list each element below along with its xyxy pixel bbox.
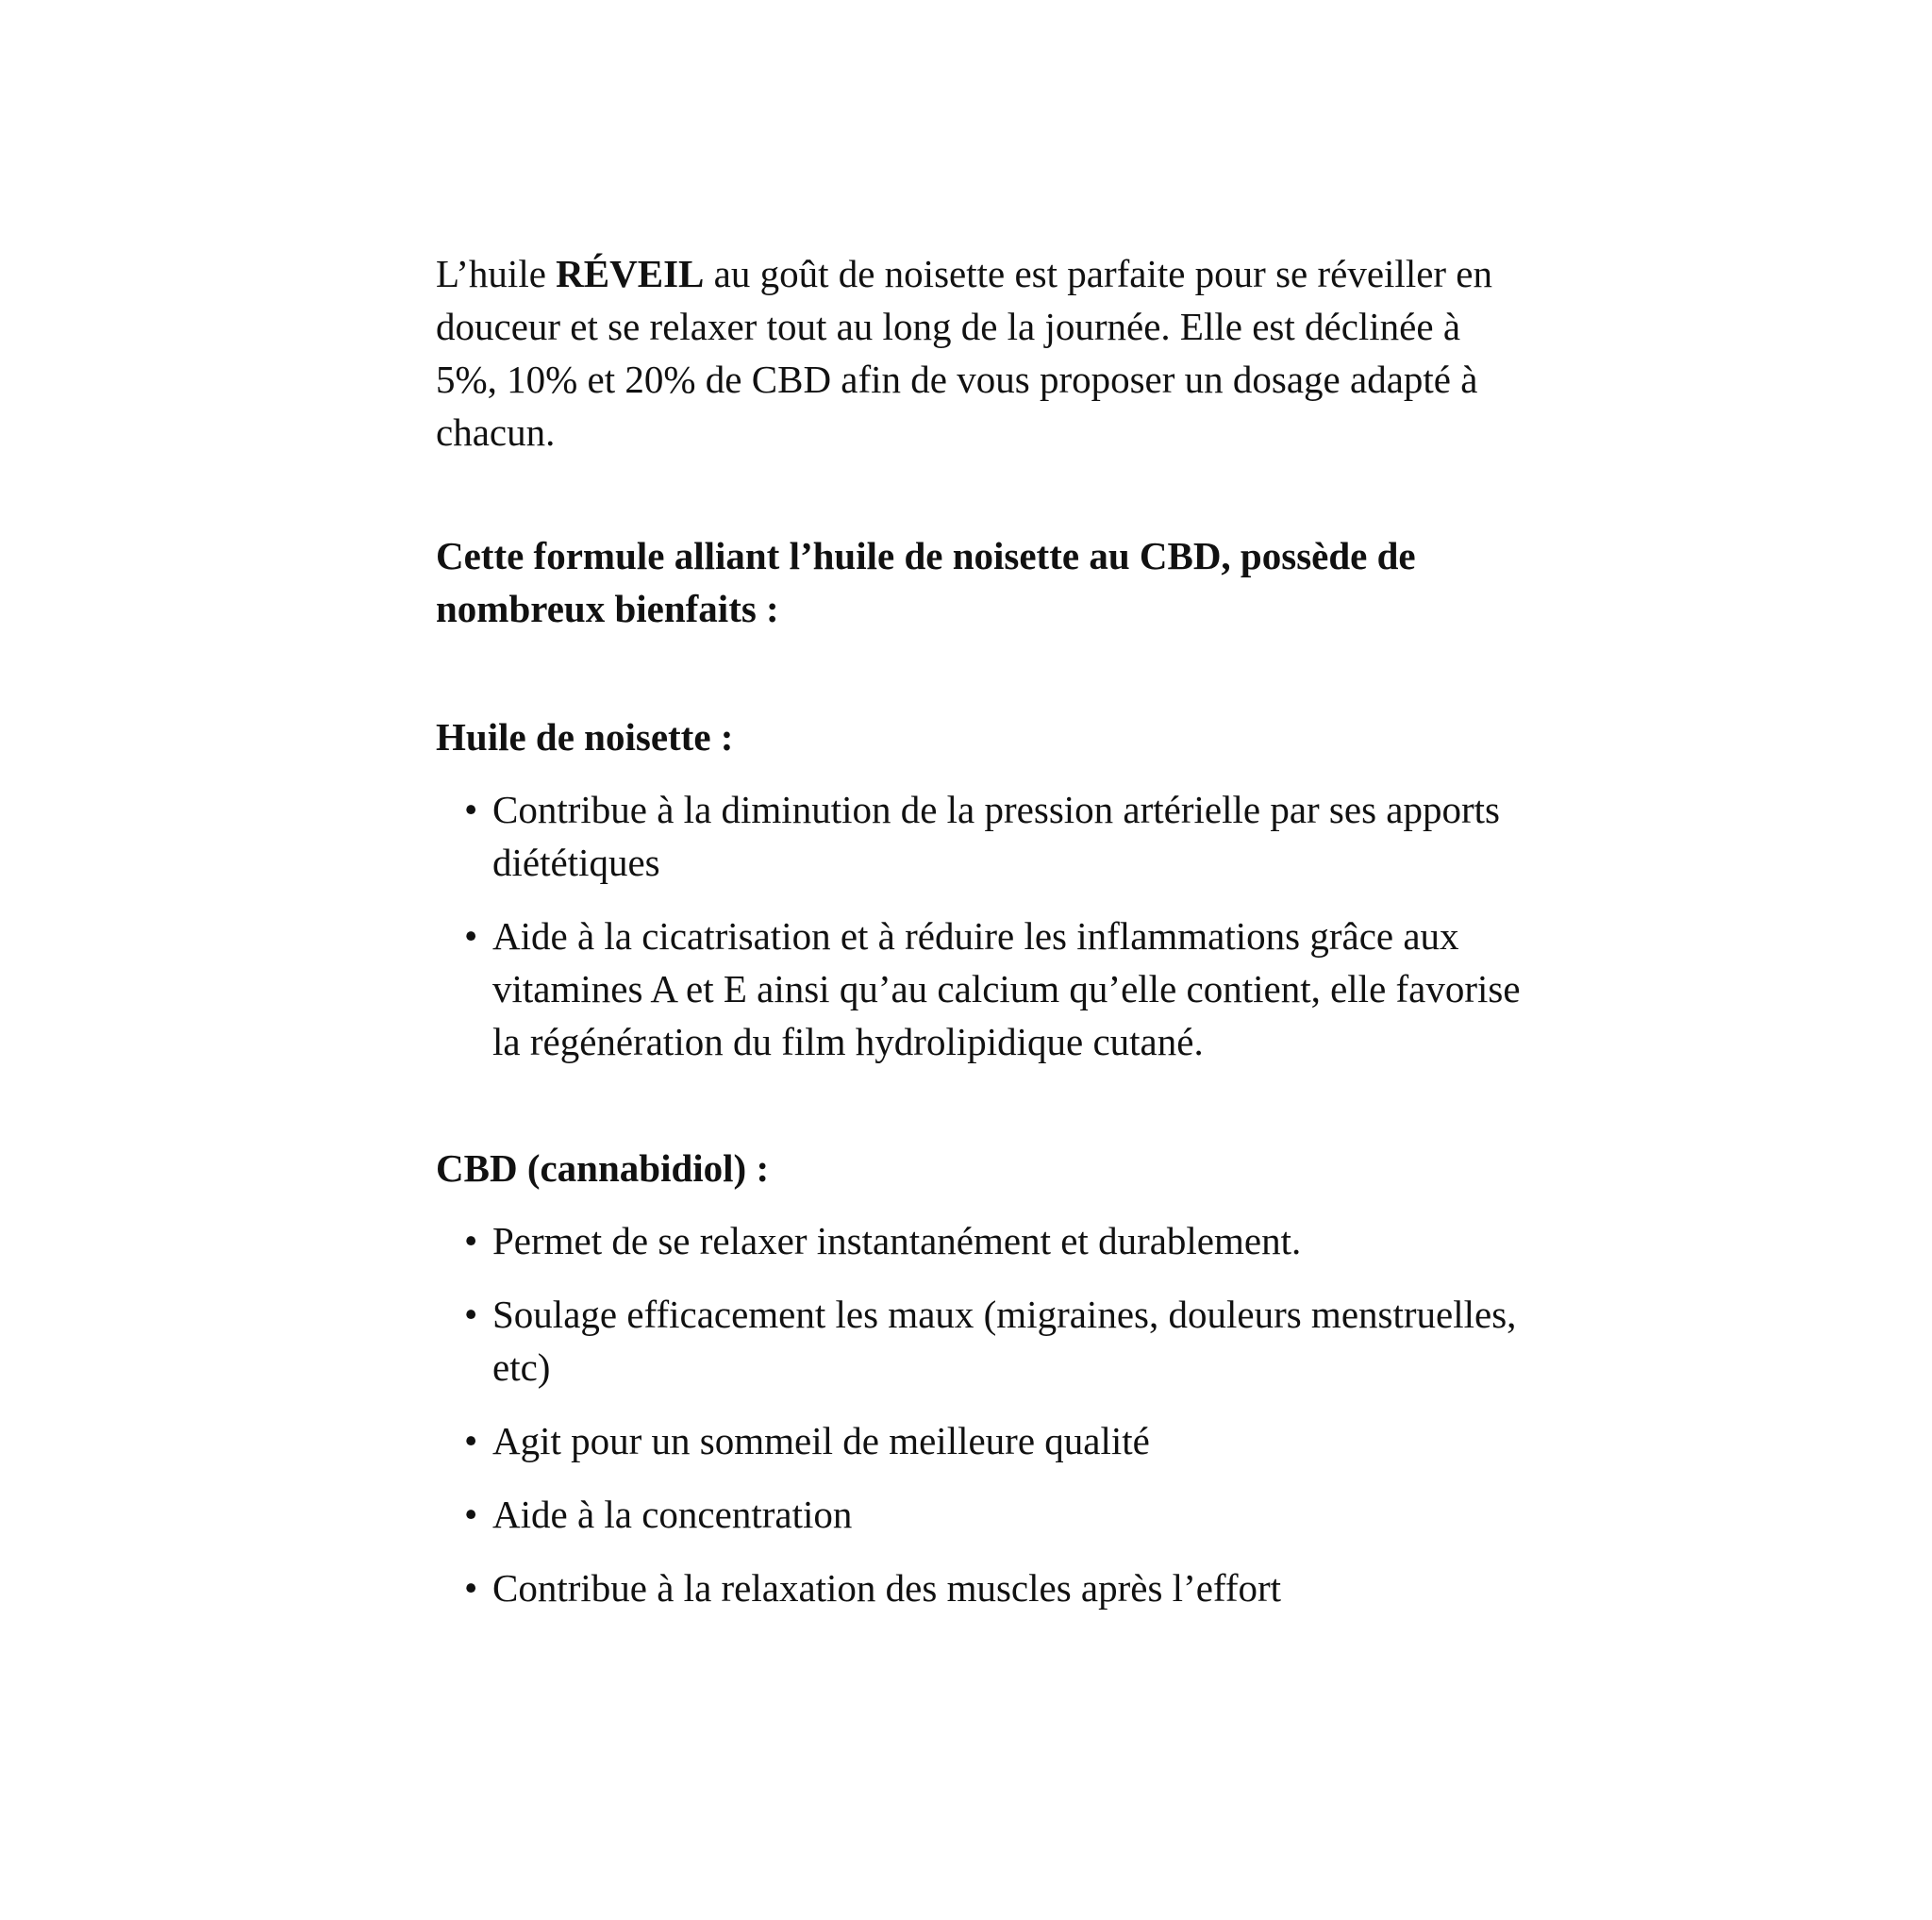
bullet-icon: •	[464, 788, 478, 831]
section-cbd	[436, 1142, 1530, 1614]
list-item	[436, 1561, 1530, 1614]
intro-prefix: L’huile	[436, 252, 557, 295]
bullet-icon: •	[464, 1219, 478, 1262]
list-item	[436, 1488, 1530, 1541]
section-hazelnut-oil	[436, 710, 1530, 1068]
product-name: RÉVEIL	[556, 252, 705, 295]
list-item	[436, 783, 1530, 889]
benefits-lead: Cette formule alliant l’huile de noisette au CBD, possède de nombreux bienfaits :	[436, 534, 1416, 630]
list-item	[436, 1288, 1530, 1394]
list-item-text: Permet de se relaxer instantanément et durablement.	[492, 1219, 1302, 1262]
cbd-benefits-list	[436, 1214, 1530, 1614]
bullet-icon: •	[464, 1493, 478, 1536]
bullet-icon: •	[464, 1566, 478, 1610]
bullet-icon: •	[464, 1419, 478, 1462]
intro-paragraph	[436, 247, 1530, 459]
list-item	[436, 1214, 1530, 1267]
section-title-hazelnut-oil: Huile de noisette :	[436, 715, 734, 759]
list-item-text: Contribue à la relaxation des muscles après l’effort	[492, 1566, 1282, 1610]
document-page	[436, 247, 1530, 1635]
list-item-text: Aide à la cicatrisation et à réduire les inflammations grâce aux vitamines A et E ainsi qu’au calcium qu’elle contient, elle favorise la régénération du film hydrolipidique cutané.	[492, 914, 1521, 1063]
bullet-icon: •	[464, 914, 478, 958]
list-item-text: Agit pour un sommeil de meilleure qualité	[492, 1419, 1150, 1462]
list-item	[436, 910, 1530, 1068]
list-item	[436, 1414, 1530, 1467]
list-item-text: Soulage efficacement les maux (migraines, douleurs menstruelles, etc)	[492, 1293, 1517, 1389]
section-title-cbd: CBD (cannabidiol) :	[436, 1146, 770, 1190]
list-item-text: Contribue à la diminution de la pression artérielle par ses apports diététiques	[492, 788, 1500, 884]
list-item-text: Aide à la concentration	[492, 1493, 853, 1536]
intro-text: au goût de noisette est parfaite pour se réveiller en douceur et se relaxer tout au long de la journée. Elle est déclinée à 5%, 10% et 20% de CBD afin de vous proposer un dosage adapté à chacun.	[436, 252, 1493, 454]
hazelnut-benefits-list	[436, 783, 1530, 1068]
bullet-icon: •	[464, 1293, 478, 1336]
